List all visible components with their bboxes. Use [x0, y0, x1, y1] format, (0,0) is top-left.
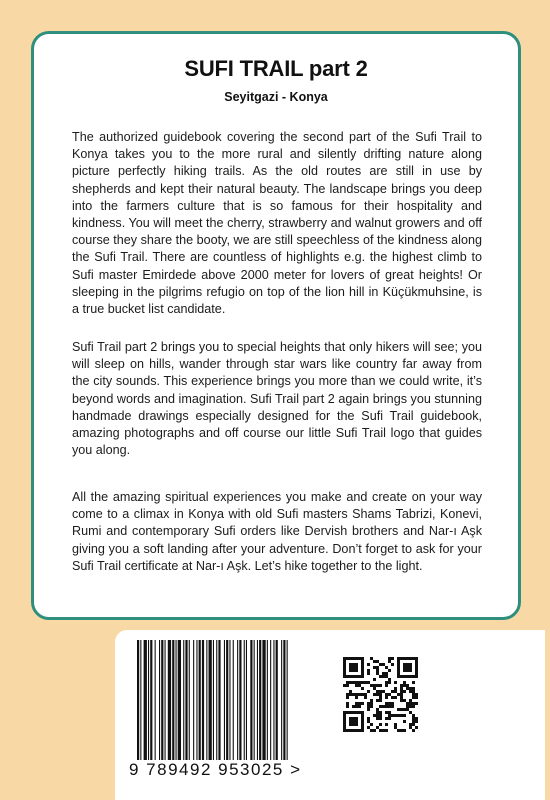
paragraph-2: Sufi Trail part 2 brings you to special heights that only hikers will see; you will sleep on hills, wander through star wars like country far away from the city sounds. This experience brings you more than we could write, it’s beyond words and imagination. Sufi Trail part 2 again brings you stunning handmade drawings especially designed for the Sufi Trail guidebook, amazing photographs and off course our little Sufi Trail logo that guides you along. [72, 340, 482, 458]
barcode-image [135, 640, 335, 760]
qr-code-image [343, 657, 418, 732]
isbn-number: 9 789492 953025 > [129, 760, 302, 779]
paragraph-3: All the amazing spiritual experiences you make and create on your way come to a climax in Konya with old Sufi masters Shams Tabrizi, Konevi, Rumi and contemporary Sufi orders like Dervish brothers and Nar-ı Aşk giving you a soft landing after your adventure. Don’t forget to ask for your Sufi Trail certificate at Nar-ı Aşk. Let’s hike together to the light. [72, 490, 482, 573]
description-card [31, 31, 521, 620]
paragraph-1: The authorized guidebook covering the second part of the Sufi Trail to Konya takes you to the more rural and silently drifting nature along picture perfectly hiking trails. As the old routes are still in use by shepherds and kept their natural beauty. The landscape brings you deep into the farmers culture that is so famous for their hospitality and kindness. You will meet the cherry, strawberry and walnut growers and off course they share the booty, we are still speechless of the kindness along the Sufi Trail. There are countless of highlights e.g. the highest climb to Sufi master Emirdede above 2000 meter for lovers of great heights! Or sleeping in the pilgrims refugio on top of the lion hill in Küçükmuhsine, is a true bucket list candidate. [72, 130, 482, 317]
book-title: SUFI TRAIL part 2 [184, 56, 368, 81]
barcode-panel [115, 630, 545, 800]
book-subtitle: Seyitgazi - Konya [224, 90, 328, 104]
